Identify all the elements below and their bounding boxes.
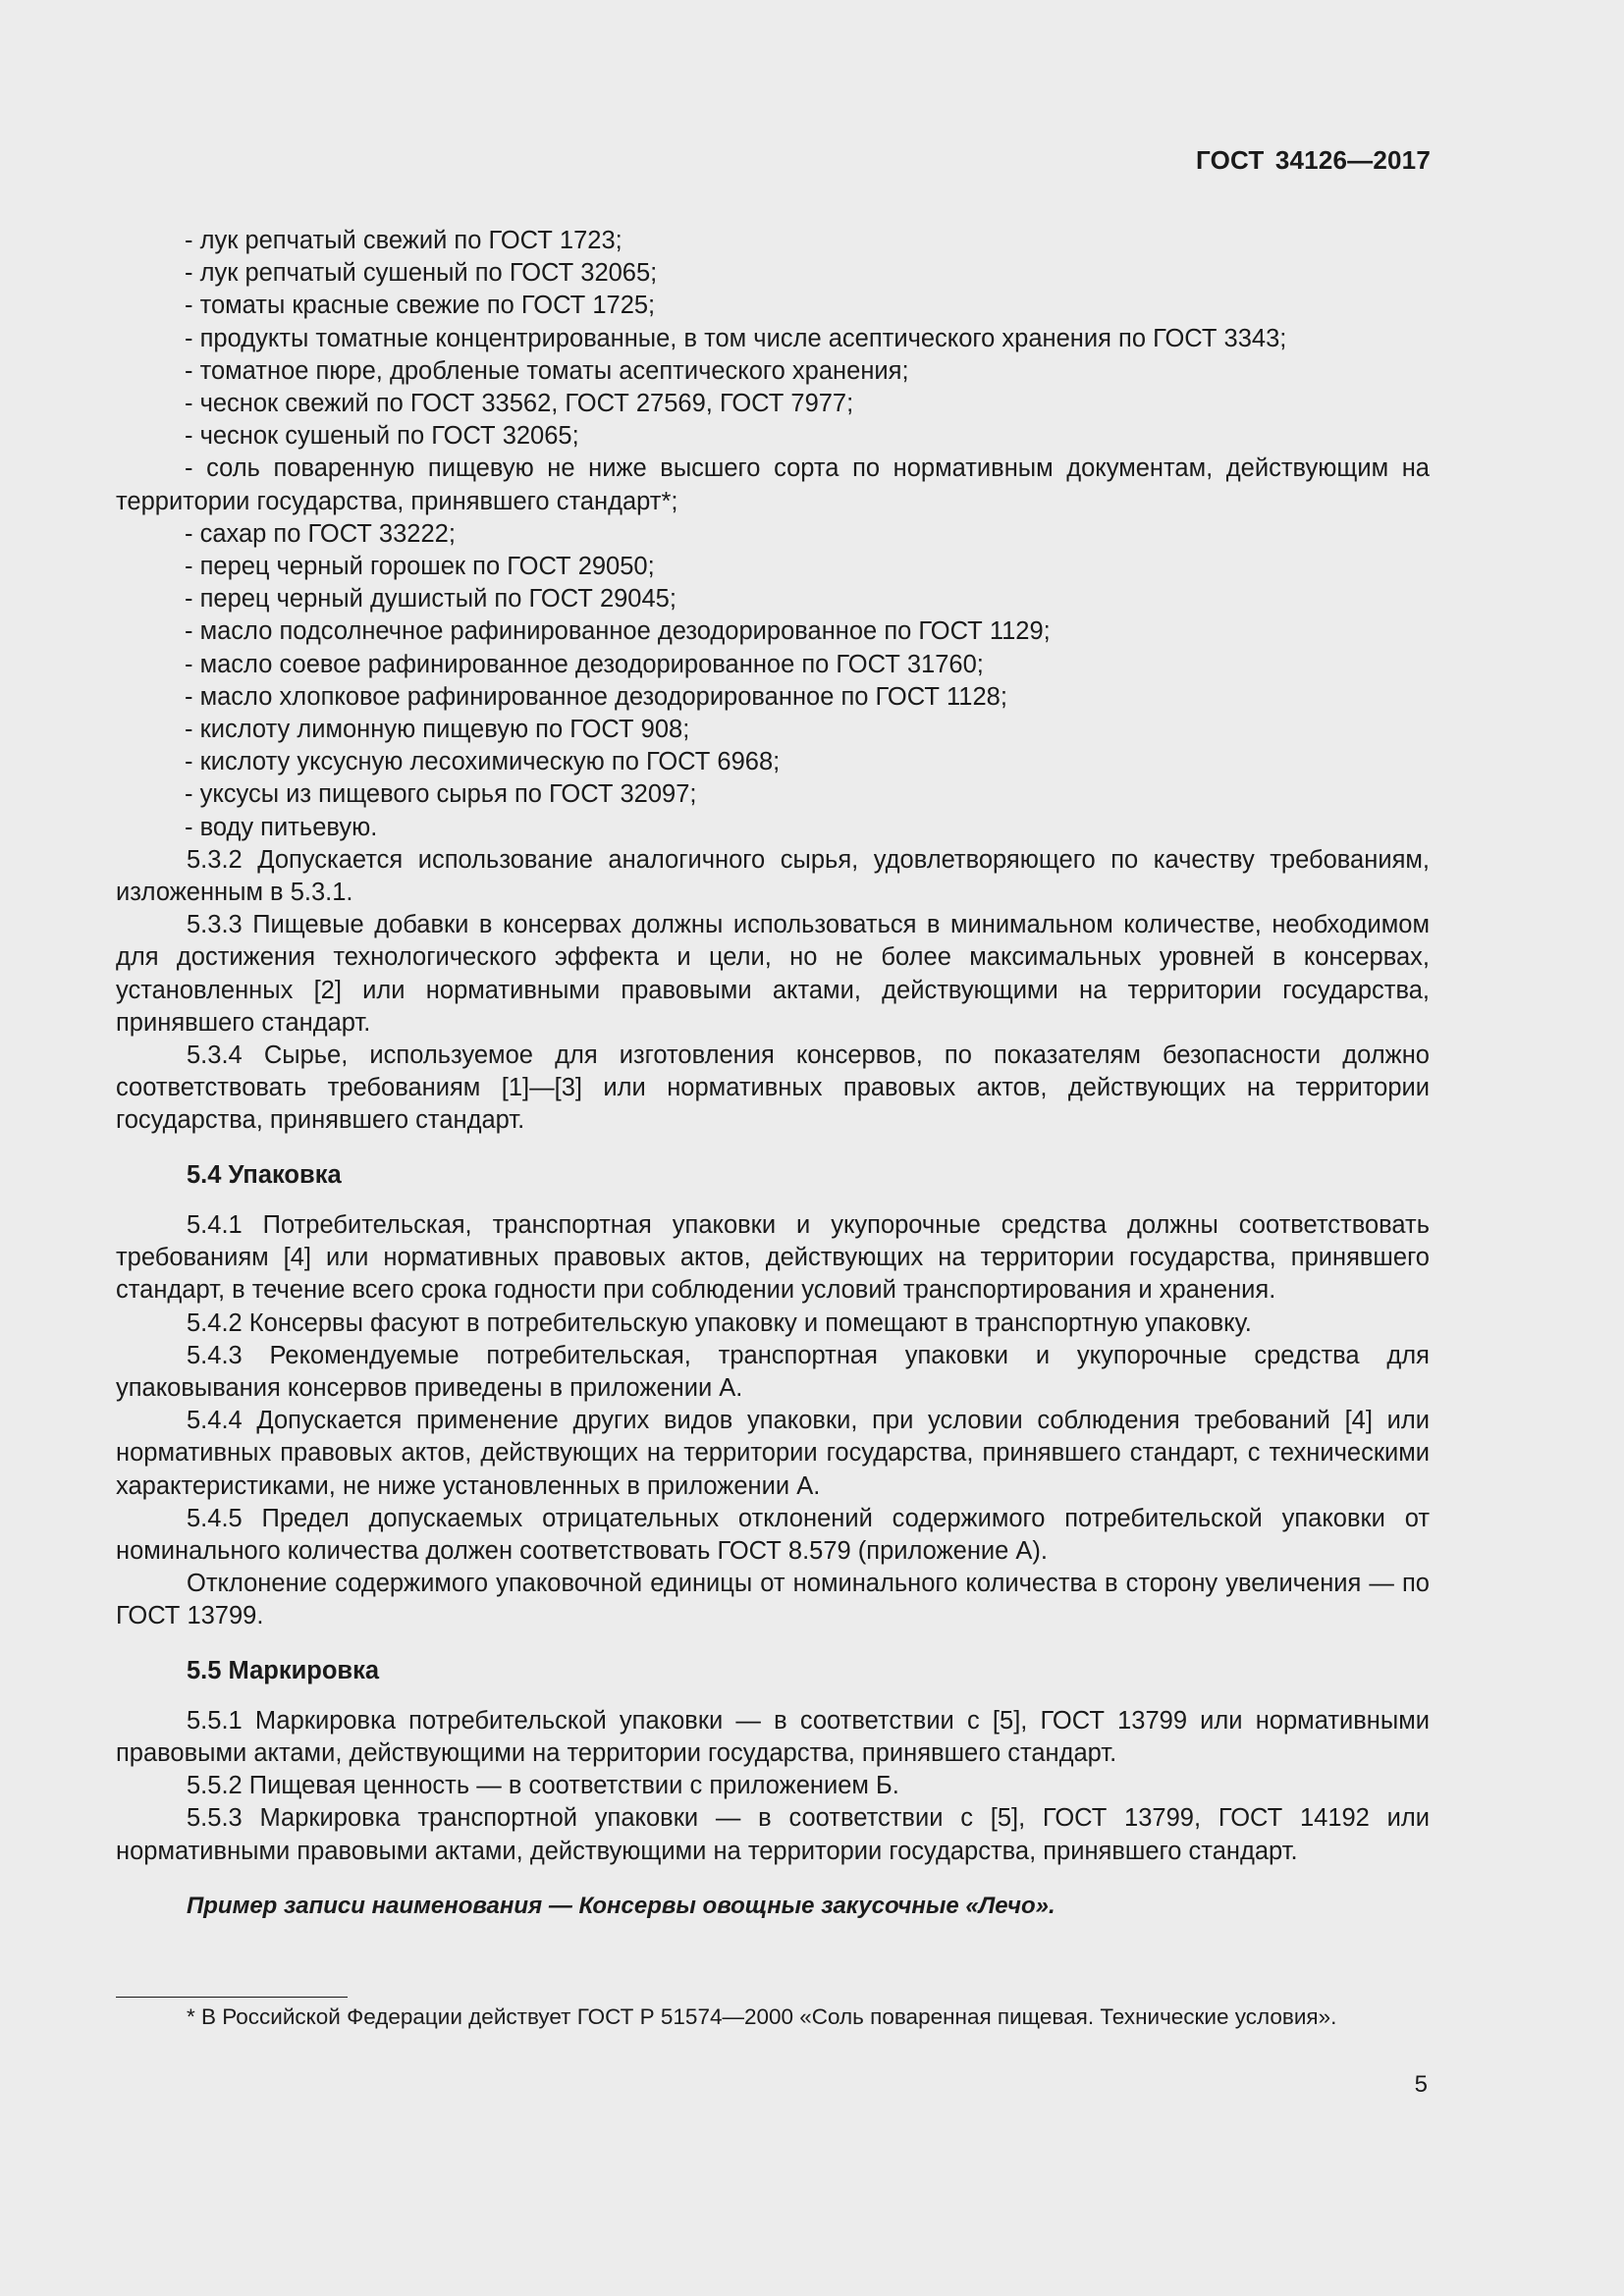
list-item: - перец черный душистый по ГОСТ 29045;: [185, 585, 677, 614]
paragraph-5-5-2: 5.5.2 Пищевая ценность — в соответствии с приложением Б.: [187, 1772, 899, 1800]
standard-code-header: ГОСТ 34126—2017: [1196, 145, 1431, 175]
list-item: - кислоту уксусную лесохимическую по ГОСТ 6968;: [185, 748, 781, 776]
paragraph-5-3-4: 5.3.4 Сырье, используемое для изготовления консервов, по показателям безопасности должно соответствовать требованиям [1]—[3] или нормативных правовых актов, действующих на территории государства, принявшего стандарт.: [116, 1041, 1430, 1135]
list-item: - томатное пюре, дробленые томаты асептического хранения;: [185, 356, 909, 385]
list-item: - лук репчатый свежий по ГОСТ 1723;: [185, 227, 623, 254]
list-item: - чеснок сушеный по ГОСТ 32065;: [185, 422, 579, 451]
paragraph-5-4-2: 5.4.2 Консервы фасуют в потребительскую упаковку и помещают в транспортную упаковку.: [187, 1308, 1252, 1337]
paragraph-5-3-3: 5.3.3 Пищевые добавки в консервах должны использоваться в минимальном количестве, необходимом для достижения технологического эффекта и цели, но не более максимальных уровней в консервах, установленных [2] или нормативными правовыми актами, действующими на территории государства, принявшего стандарт.: [116, 911, 1430, 1037]
paragraph-5-4-4: 5.4.4 Допускается применение других видов упаковки, при условии соблюдения требований [4] или нормативных правовых актов, действующих на территории государства, принявшего стандарт, с техническими характеристиками, не ниже установленных в приложении А.: [116, 1407, 1430, 1500]
page-number: 5: [1414, 2071, 1428, 2098]
list-item: - масло хлопковое рафинированное дезодорированное по ГОСТ 1128;: [185, 682, 1007, 711]
list-item: - томаты красные свежие по ГОСТ 1725;: [185, 292, 656, 320]
footnote: * В Российской Федерации действует ГОСТ Р 51574—2000 «Соль поваренная пищевая. Технические условия».: [187, 2004, 1337, 2029]
paragraph-5-5-1: 5.5.1 Маркировка потребительской упаковки — в соответствии с [5], ГОСТ 13799 или нормативными правовыми актами, действующими на территории государства, принявшего стандарт.: [116, 1706, 1430, 1767]
list-item: - перец черный горошек по ГОСТ 29050;: [185, 553, 655, 581]
list-item: - чеснок свежий по ГОСТ 33562, ГОСТ 27569, ГОСТ 7977;: [185, 390, 854, 418]
section-heading-packaging: 5.4 Упаковка: [187, 1160, 342, 1189]
list-item: - продукты томатные концентрированные, в том числе асептического хранения по ГОСТ 3343;: [185, 324, 1287, 352]
paragraph-5-4-1: 5.4.1 Потребительская, транспортная упаковки и укупорочные средства должны соответствовать требованиям [4] или нормативных правовых актов, действующих на территории государства, принявшего стандарт, в течение всего срока годности при соблюдении условий транспортирования и хранения.: [116, 1210, 1430, 1305]
footnote-divider: [116, 1997, 348, 1998]
paragraph-5-4-3: 5.4.3 Рекомендуемые потребительская, транспортная упаковки и укупорочные средства для упаковывания консервов приведены в приложении А.: [116, 1341, 1430, 1402]
main-content: [116, 225, 1430, 1922]
naming-example: Пример записи наименования — Консервы овощные закусочные «Лечо».: [187, 1892, 1056, 1919]
ingredients-list: [116, 225, 1430, 844]
list-item: - лук репчатый сушеный по ГОСТ 32065;: [185, 259, 658, 288]
list-item: - уксусы из пищевого сырья по ГОСТ 32097;: [185, 780, 697, 809]
list-item: - соль поваренную пищевую не ниже высшего сорта по нормативным документам, действующим на территории государства, принявшего стандарт*;: [116, 454, 1430, 515]
list-item: - сахар по ГОСТ 33222;: [185, 519, 456, 548]
list-item: - масло подсолнечное рафинированное дезодорированное по ГОСТ 1129;: [185, 617, 1051, 646]
list-item: - кислоту лимонную пищевую по ГОСТ 908;: [185, 716, 690, 744]
list-item: - масло соевое рафинированное дезодорированное по ГОСТ 31760;: [185, 650, 984, 678]
paragraph-5-3-2: 5.3.2 Допускается использование аналогичного сырья, удовлетворяющего по качеству требованиям, изложенным в 5.3.1.: [116, 845, 1430, 907]
paragraph-deviation: Отклонение содержимого упаковочной единицы от номинального количества в сторону увеличения — по ГОСТ 13799.: [116, 1570, 1430, 1630]
paragraph-5-5-3: 5.5.3 Маркировка транспортной упаковки — в соответствии с [5], ГОСТ 13799, ГОСТ 14192 или нормативными правовыми актами, действующими на территории государства, принявшего стандарт.: [116, 1804, 1430, 1865]
section-heading-labeling: 5.5 Маркировка: [187, 1656, 380, 1684]
list-item: - воду питьевую.: [185, 813, 378, 841]
paragraph-5-4-5: 5.4.5 Предел допускаемых отрицательных отклонений содержимого потребительской упаковки от номинального количества должен соответствовать ГОСТ 8.579 (приложение А).: [116, 1504, 1430, 1565]
